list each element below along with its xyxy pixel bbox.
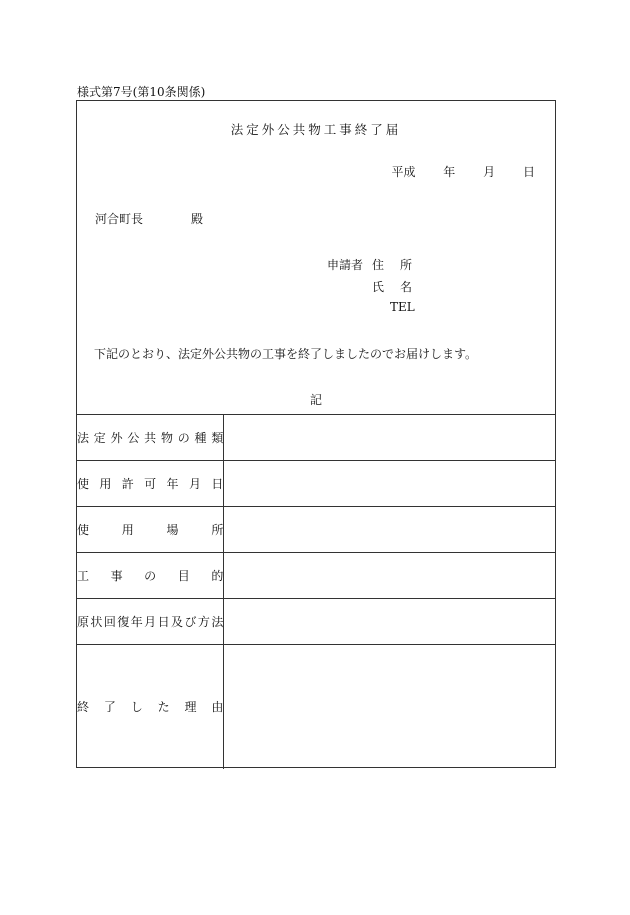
table-row — [77, 599, 555, 645]
form-title: 法定外公共物工事終了届 — [230, 122, 402, 137]
ki-heading: 記 — [309, 393, 322, 407]
applicant-address-label: 住所 — [372, 258, 412, 272]
table-row — [77, 461, 555, 507]
row-label: 原状回復年月日及び方法 — [77, 599, 224, 645]
row-label: 終了した理由 — [77, 645, 224, 769]
form-sheet — [76, 100, 556, 768]
addressee-honorific: 殿 — [191, 212, 204, 226]
statement: 下記のとおり、法定外公共物の工事を終了しましたのでお届けします。 — [94, 347, 478, 361]
addressee-name: 河合町長 — [95, 212, 144, 226]
date-year-unit: 年 — [443, 165, 456, 179]
row-label: 使用許可年月日 — [77, 461, 224, 507]
row-value-field[interactable] — [224, 461, 555, 507]
date-month-unit: 月 — [483, 165, 496, 179]
row-value-field[interactable] — [224, 599, 555, 645]
applicant-label: 申請者 — [327, 258, 364, 272]
details-table — [77, 414, 555, 769]
row-label: 工事の目的 — [77, 553, 224, 599]
form-number: 様式第7号(第10条関係) — [77, 85, 206, 99]
row-label: 法定外公共物の種類 — [77, 415, 224, 461]
row-value-field[interactable] — [224, 415, 555, 461]
applicant-name-label: 氏名 — [372, 280, 412, 294]
row-value-field[interactable] — [224, 553, 555, 599]
addressee — [95, 210, 203, 227]
row-value-field[interactable] — [224, 507, 555, 553]
table-row — [77, 645, 555, 769]
date-era: 平成 — [391, 165, 416, 179]
form-header — [77, 101, 555, 415]
table-row — [77, 507, 555, 553]
row-value-field[interactable] — [224, 645, 555, 769]
table-row — [77, 415, 555, 461]
date-day-unit: 日 — [522, 165, 535, 179]
row-label: 使用場所 — [77, 507, 224, 553]
applicant-tel-label: TEL — [390, 300, 415, 314]
table-row — [77, 553, 555, 599]
submission-date — [391, 163, 535, 180]
